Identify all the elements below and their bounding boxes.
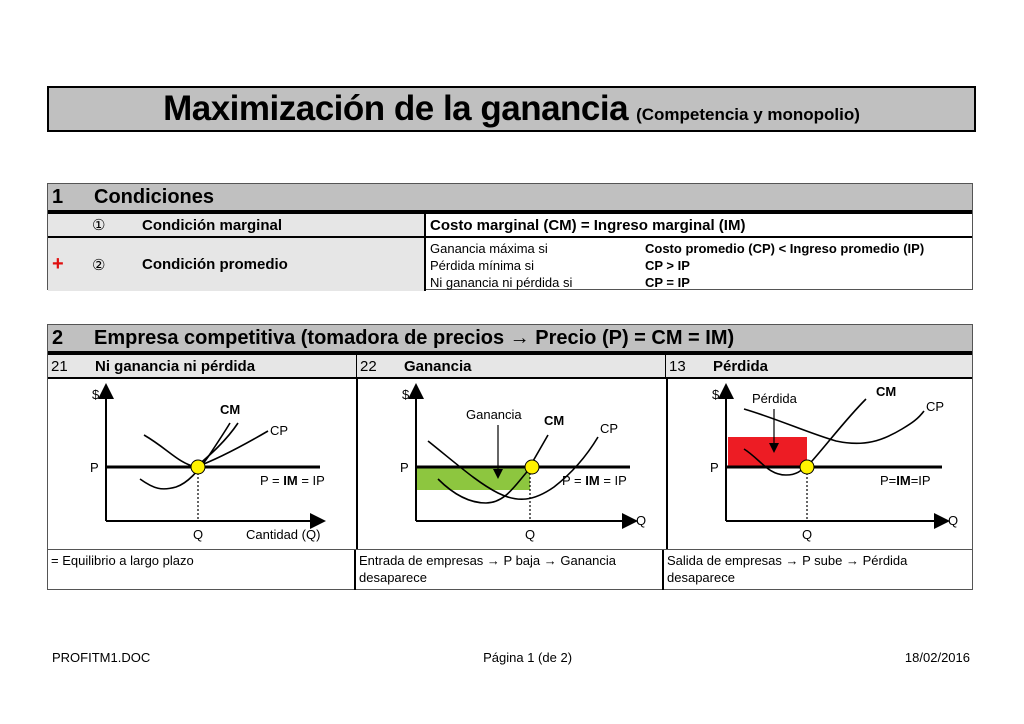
section-header (48, 325, 972, 355)
svg-text:P=IM=IP: P=IM=IP (880, 473, 931, 488)
section-title: Condiciones (94, 185, 215, 208)
page-title: Maximización de la ganancia (163, 89, 629, 128)
profit-area (417, 467, 530, 490)
svg-text:Cantidad (Q): Cantidad (Q) (246, 527, 321, 542)
condition-row-average (48, 238, 972, 291)
svg-text:Q: Q (193, 527, 204, 542)
section-competitive-firm (47, 324, 973, 590)
svg-text:CP: CP (270, 423, 289, 438)
page-subtitle: (Competencia y monopolio) (636, 105, 860, 124)
case-header-loss: 13 Pérdida (669, 357, 769, 375)
y-axis-label: $ (92, 387, 100, 402)
svg-text:$: $ (402, 387, 410, 402)
svg-text:CM: CM (876, 384, 897, 399)
equilibrium-point (800, 460, 814, 474)
notes-row (48, 550, 972, 590)
page-title-box (47, 86, 976, 132)
svg-text:Q: Q (525, 527, 536, 542)
graph-profit (358, 379, 668, 549)
footer-page: Página 1 (de 2) (483, 650, 573, 665)
svg-text:P = IM = IP: P = IM = IP (260, 473, 325, 488)
condition-label-cell (48, 238, 426, 291)
case-headers (48, 355, 972, 379)
svg-text:P: P (90, 460, 99, 475)
note-loss: Salida de empresas → P sube → Pérdida desaparece (667, 553, 908, 585)
condition-label: Condición promedio (142, 256, 288, 273)
section-conditions (47, 183, 973, 290)
cp-curve (144, 423, 238, 467)
circled-one-icon: ① (92, 217, 106, 234)
condition-case: Ganancia máxima si Costo promedio (CP) < Ingreso promedio (IP) (430, 241, 925, 256)
svg-text:CP: CP (926, 399, 945, 414)
condition-value: Costo marginal (CM) = Ingreso marginal (IM) (430, 216, 746, 234)
condition-label-cell (48, 214, 426, 236)
svg-text:Ganancia: Ganancia (466, 407, 522, 422)
section-title: Empresa competitiva (tomadora de precios → Precio (P) = CM = IM) (94, 326, 735, 349)
svg-text:CM: CM (220, 402, 241, 417)
circled-two-icon: ② (92, 256, 106, 274)
condition-case: Ni ganancia ni pérdida si CP = IP (430, 275, 690, 290)
page-footer (52, 650, 970, 665)
case-header-profit: 22 Ganancia (357, 355, 666, 377)
condition-cases (426, 238, 972, 291)
svg-text:Pérdida: Pérdida (752, 391, 797, 406)
note-no-profit: = Equilibrio a largo plazo (48, 550, 356, 590)
plus-icon: + (52, 253, 64, 275)
svg-text:Q: Q (802, 527, 813, 542)
cm-curve (140, 423, 230, 489)
case-header-no-profit: 21 Ni ganancia ni pérdida (48, 355, 357, 377)
svg-text:P: P (400, 460, 409, 475)
svg-text:Q: Q (636, 513, 647, 528)
section-number: 2 (52, 326, 64, 349)
equilibrium-point (525, 460, 539, 474)
svg-text:Q: Q (948, 513, 959, 528)
graphs-row (48, 379, 972, 550)
svg-text:P = IM = IP: P = IM = IP (562, 473, 627, 488)
section-number: 1 (52, 185, 64, 208)
section-header (48, 184, 972, 214)
graph-loss (668, 379, 978, 549)
condition-case: Pérdida mínima si CP > IP (430, 258, 690, 273)
footer-filename: PROFITM1.DOC (52, 650, 151, 665)
graph-no-profit (48, 379, 358, 549)
loss-area (728, 437, 807, 467)
condition-row-marginal (48, 214, 972, 238)
svg-text:CM: CM (544, 413, 565, 428)
footer-date: 18/02/2016 (904, 650, 970, 665)
svg-text:$: $ (712, 387, 720, 402)
svg-text:P: P (710, 460, 719, 475)
note-profit: Entrada de empresas → P baja → Ganancia desaparece (356, 550, 664, 590)
svg-text:CP: CP (600, 421, 619, 436)
equilibrium-point (191, 460, 205, 474)
condition-label: Condición marginal (142, 216, 283, 234)
